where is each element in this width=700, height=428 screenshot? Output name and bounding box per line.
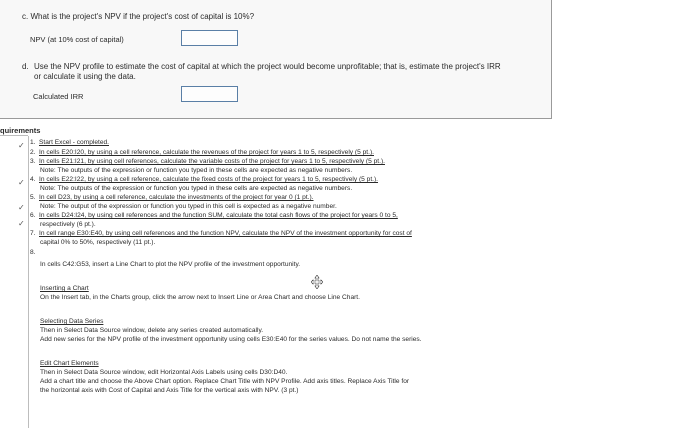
requirement-item-4: 4. In cells E22:I22, by using a cell reference, calculate the fixed costs of the project for years 1 to 5, respectively (5 pt.).	[30, 176, 379, 183]
move-cursor-icon	[311, 275, 323, 289]
section-line: Then in Select Data Source window, delete any series created automatically.	[40, 327, 264, 334]
check-mark-icon: ✓	[18, 141, 25, 150]
requirements-left-rule	[28, 136, 29, 428]
question-d-letter: d.	[22, 62, 29, 71]
requirement-note-3: Note: The outputs of the expression or function you typed in these cells are expected as negative numbers.	[40, 167, 353, 174]
step8-intro: In cells C42:G53, insert a Line Chart to plot the NPV profile of the investment opportunity.	[40, 261, 301, 268]
requirement-item-5: 5. In cell D23, by using a cell reference, calculate the investments of the project for year 0 (1 pt.).	[30, 194, 314, 201]
section-line: On the Insert tab, in the Charts group, click the arrow next to Insert Line or Area Chart and choose Line Chart.	[40, 294, 360, 301]
section-heading-edit-chart: Edit Chart Elements	[40, 360, 99, 367]
question-d-prompt	[22, 62, 532, 82]
npv-input[interactable]	[181, 30, 238, 46]
section-line: Add new series for the NPV profile of the investment opportunity using cells E30:E40 for the series values. Do not name the series.	[40, 336, 422, 343]
irr-input[interactable]	[181, 86, 238, 102]
question-d-line1: Use the NPV profile to estimate the cost of capital at which the project would become unprofitable; that is, estimate the project's IRR	[34, 62, 501, 71]
requirement-item-7: 7. In cell range E30:E40, by using cell references and the function NPV, calculate the NPV of the investment opportunity for cost of	[30, 230, 412, 237]
requirement-item-1: 1. Start Excel - completed.	[30, 139, 109, 146]
question-d-line2: or calculate it using the data.	[34, 72, 136, 81]
requirement-item-2: 2. In cells E20:I20, by using a cell reference, calculate the revenues of the project for years 1 to 5, respectively (5 pt.).	[30, 149, 374, 156]
section-heading-insert-chart: Inserting a Chart	[40, 285, 89, 292]
requirement-item-6: 6. In cells D24:I24, by using cell references and the function SUM, calculate the total cash flows of the project for years 0 to 5,	[30, 212, 398, 219]
irr-field-label: Calculated IRR	[33, 92, 84, 101]
requirement-item-3: 3. In cells E21:I21, by using cell references, calculate the variable costs of the project for years 1 to 5, respectively (5 pt.).	[30, 158, 385, 165]
section-heading-select-data: Selecting Data Series	[40, 318, 104, 325]
question-panel	[0, 0, 552, 119]
check-mark-icon: ✓	[18, 178, 25, 187]
section-line: Add a chart title and choose the Above Chart option. Replace Chart Title with NPV Profile. Add axis titles. Replace Axis Title for	[40, 378, 410, 385]
requirement-item-8: 8.	[30, 249, 36, 256]
requirements-divider	[0, 135, 28, 136]
section-line: Then in Select Data Source window, edit Horizontal Axis Labels using cells D30:D40.	[40, 369, 288, 376]
requirement-note-5: Note: The output of the expression or function you typed in this cell is expected as a negative number.	[40, 203, 337, 210]
section-line: the horizontal axis with Cost of Capital and Axis Title for the vertical axis with NPV. (3 pt.)	[40, 387, 299, 394]
check-mark-icon: ✓	[18, 203, 25, 212]
requirement-item-7-cont: capital 0% to 50%, respectively (11 pt.).	[40, 239, 156, 246]
requirements-title: quirements	[0, 126, 41, 135]
npv-field-label: NPV (at 10% cost of capital)	[30, 35, 124, 44]
requirement-item-6-cont: respectively (6 pt.).	[40, 221, 96, 228]
question-c-prompt: c. What is the project's NPV if the project's cost of capital is 10%?	[22, 12, 255, 21]
check-mark-icon: ✓	[18, 219, 25, 228]
requirement-note-4: Note: The outputs of the expression or function you typed in these cells are expected as negative numbers.	[40, 185, 353, 192]
